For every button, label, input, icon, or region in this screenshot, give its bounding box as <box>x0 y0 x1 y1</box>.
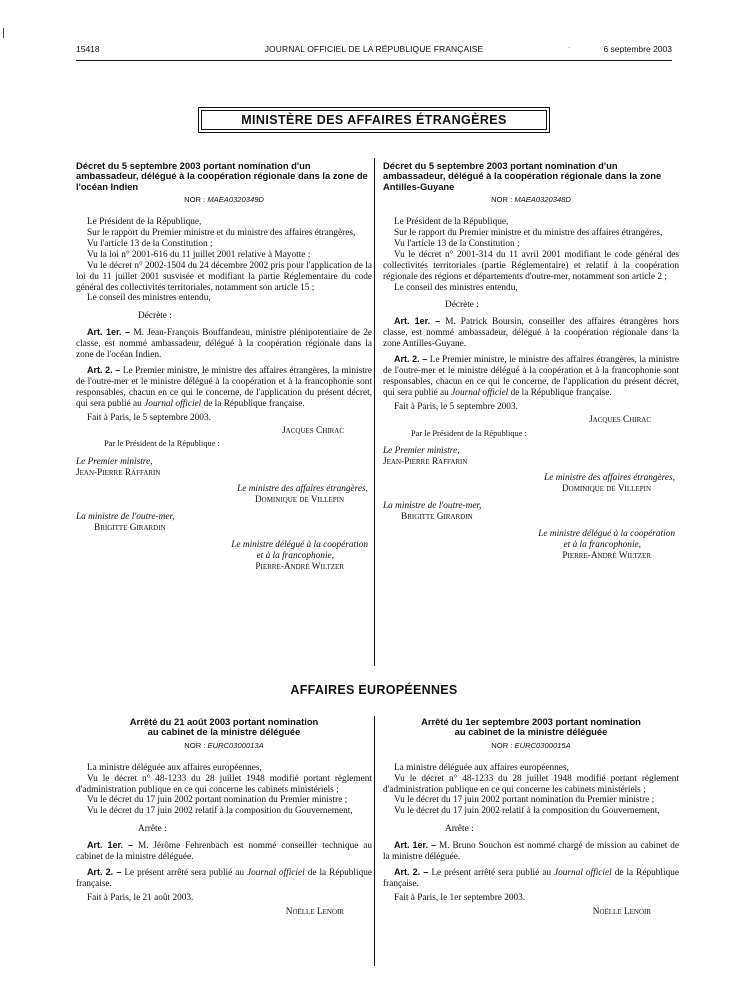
article-label: Art. 1er. – <box>394 316 441 327</box>
article-2 <box>383 867 679 890</box>
decrete-heading: Décrète : <box>138 311 172 322</box>
nor-label: NOR : <box>491 740 513 750</box>
preamble-line: Vu le décret n° 48-1233 du 28 juillet 1948 modifié portant règlement d'administration publique en ce qui concerne les cabinets ministériels ; <box>383 773 679 795</box>
preamble-line: Le conseil des ministres entendu, <box>87 293 211 304</box>
article-1 <box>76 840 372 863</box>
article-text: Le présent arrêté sera publié au <box>124 867 244 878</box>
preamble-line: Vu le décret du 17 juin 2002 relatif à la composition du Gouvernement, <box>394 806 660 817</box>
signature-date: Fait à Paris, le 5 septembre 2003. <box>87 412 211 423</box>
article-label: Art. 1er. – <box>87 327 131 338</box>
column-separator-top <box>374 158 375 666</box>
article-label: Art. 2. – <box>87 866 122 877</box>
om-title: La ministre de l'outre-mer, <box>383 501 482 512</box>
signer-name: Noëlle Lenoir <box>285 906 344 917</box>
article-text: de la République française. <box>203 398 305 409</box>
coop-title: et à la francophonie, <box>256 550 334 561</box>
decree-title: Décret du 5 septembre 2003 portant nomination d'un ambassadeur, délégué à la coopération régionale dans la zone de l'océan Indien <box>76 160 368 192</box>
nor-label: NOR : <box>184 740 206 750</box>
nor-reference <box>383 741 679 752</box>
journal-officiel: Journal officiel <box>451 387 509 398</box>
article-2 <box>76 867 372 890</box>
arrete-title: Arrêté du 1er septembre 2003 portant nomination <box>421 716 641 727</box>
preamble-line: Vu le décret du 17 juin 2002 portant nomination du Premier ministre ; <box>394 795 655 806</box>
article-1 <box>383 840 679 863</box>
article-label: Art. 2. – <box>87 365 121 375</box>
header-tick: - <box>568 45 570 51</box>
nor-code: MAEA0320348D <box>514 195 571 205</box>
article-1 <box>76 327 372 361</box>
arrete-fehrenbach <box>76 717 372 918</box>
signer-name: Noëlle Lenoir <box>592 906 651 917</box>
pm-title: Le Premier ministre, <box>76 457 153 468</box>
journal-officiel: Journal officiel <box>144 398 202 409</box>
mae-title: Le ministre des affaires étrangères, <box>237 484 368 495</box>
nor-reference <box>383 195 679 206</box>
article-2 <box>76 365 372 410</box>
preamble-line: La ministre déléguée aux affaires européennes, <box>394 762 569 773</box>
nor-label: NOR : <box>184 195 206 205</box>
article-text: Le présent arrêté sera publié au <box>431 867 551 878</box>
preamble-line: Le conseil des ministres entendu, <box>394 282 518 293</box>
article-label: Art. 1er. – <box>87 840 134 851</box>
preamble-line: Vu le décret n° 2001-314 du 11 avril 2001 modifiant le code général des collectivités territoriales (partie Réglementaire) et relatif à la coopération régionale des régions et départements d'outre-mer, notamment son article 2 ; <box>383 249 679 282</box>
nor-reference <box>76 195 372 206</box>
nor-code: EURC0300015A <box>514 740 571 750</box>
coop-title: et à la francophonie, <box>563 539 641 550</box>
article-label: Art. 2. – <box>394 354 428 365</box>
nor-code: MAEA0320349D <box>207 195 264 205</box>
signature-date: Fait à Paris, le 21 août 2003. <box>87 892 194 903</box>
article-text: M. Jean-François Bouffandeau, ministre plénipotentiaire de 2e classe, est nommé ambassadeur, délégué à la coopération régionale dans la zone de l'océan Indien. <box>76 328 373 361</box>
article-1 <box>383 316 679 350</box>
article-text: Le Premier ministre, le ministre des affaires étrangères, la ministre de l'outre-mer et le ministre délégué à la coopération et à la francophonie sont responsables, chacun en ce qui le concerne, de l'application du présent décret, qui sera publié au <box>76 366 372 409</box>
pm-name: Jean-Pierre Raffarin <box>383 457 468 468</box>
preamble-line: Vu le décret du 17 juin 2002 portant nomination du Premier ministre ; <box>87 795 348 806</box>
page-number: 15418 <box>76 44 100 54</box>
article-text: Le Premier ministre, le ministre des affaires étrangères, la ministre de l'outre-mer et le ministre délégué à la coopération et à la francophonie sont responsables, chacun en ce qui le concerne, de l'application du présent décret, qui sera publié au <box>383 355 679 398</box>
arrete-title: Arrêté du 21 août 2003 portant nomination <box>129 716 319 727</box>
column-separator-bottom <box>374 716 375 966</box>
preamble-line: La ministre déléguée aux affaires européennes, <box>87 762 262 773</box>
article-label: Art. 1er. – <box>394 840 437 851</box>
coop-title: Le ministre délégué à la coopération <box>538 528 675 539</box>
margin-mark <box>3 28 4 38</box>
preamble-line: Le Président de la République, <box>394 217 509 228</box>
article-text: de la République française. <box>76 867 372 889</box>
om-name: Brigitte Girardin <box>94 522 166 533</box>
mae-name: Dominique de Villepin <box>561 484 651 495</box>
nor-reference <box>76 741 372 752</box>
page-header <box>76 44 672 58</box>
om-name: Brigitte Girardin <box>401 511 473 522</box>
decree-title: Décret du 5 septembre 2003 portant nomination d'un ambassadeur, délégué à la coopération régionale dans la zone Antilles-Guyane <box>383 160 662 192</box>
arrete-title: au cabinet de la ministre déléguée <box>147 726 301 738</box>
article-text: de la République française. <box>510 387 612 398</box>
preamble-line: Le Président de la République, <box>87 217 202 228</box>
decree-ocean-indien <box>76 161 372 573</box>
article-2 <box>383 354 679 399</box>
journal-officiel: Journal officiel <box>553 867 612 878</box>
coop-title: Le ministre délégué à la coopération <box>231 539 368 550</box>
article-label: Art. 2. – <box>394 866 429 877</box>
issue-date: 6 septembre 2003 <box>603 44 672 54</box>
arrete-heading: Arrête : <box>445 824 474 835</box>
nor-label: NOR : <box>491 195 513 205</box>
nor-code: EURC0300013A <box>207 740 264 750</box>
section-heading: AFFAIRES EUROPÉENNES <box>290 683 458 697</box>
signer-name: Jacques Chirac <box>282 425 344 436</box>
arrete-title: au cabinet de la ministre déléguée <box>454 726 608 738</box>
article-text: de la République française. <box>383 867 679 889</box>
preamble-line: Vu l'article 13 de la Constitution ; <box>394 238 520 249</box>
pm-name: Jean-Pierre Raffarin <box>76 468 161 479</box>
journal-officiel: Journal officiel <box>246 867 305 878</box>
par-le-president: Par le Président de la République : <box>411 428 527 438</box>
arrete-souchon <box>383 717 679 918</box>
signature-date: Fait à Paris, le 5 septembre 2003. <box>394 401 518 412</box>
coop-name: Pierre-André Wiltzer <box>562 550 651 561</box>
preamble-line: Sur le rapport du Premier ministre et du ministre des affaires étrangères, <box>394 228 663 239</box>
preamble-line: Vu le décret du 17 juin 2002 relatif à la composition du Gouvernement, <box>87 806 353 817</box>
article-text: M. Bruno Souchon est nommé chargé de mission au cabinet de la ministre déléguée. <box>383 841 679 863</box>
journal-title: JOURNAL OFFICIEL DE LA RÉPUBLIQUE FRANÇAISE <box>264 44 484 54</box>
decree-antilles-guyane <box>383 161 679 562</box>
decrete-heading: Décrète : <box>445 300 479 311</box>
preamble-line: Sur le rapport du Premier ministre et du ministre des affaires étrangères, <box>87 228 356 239</box>
mae-title: Le ministre des affaires étrangères, <box>544 473 675 484</box>
mae-name: Dominique de Villepin <box>254 495 344 506</box>
preamble-line: Vu le décret n° 2002-1504 du 24 décembre 2002 pris pour l'application de la loi du 11 juillet 2001 susvisée et modifiant la partie Réglementaire du code général des collectivités territoriales, notamment son article 15 ; <box>76 260 372 293</box>
signer-name: Jacques Chirac <box>589 414 651 425</box>
preamble-line: Vu la loi n° 2001-616 du 11 juillet 2001 relative à Mayotte ; <box>87 249 311 260</box>
om-title: La ministre de l'outre-mer, <box>76 511 175 522</box>
article-text: M. Jérôme Fehrenbach est nommé conseiller technique au cabinet de la ministre déléguée. <box>76 841 372 863</box>
signature-date: Fait à Paris, le 1er septembre 2003. <box>394 892 526 903</box>
pm-title: Le Premier ministre, <box>383 446 460 457</box>
coop-name: Pierre-André Wiltzer <box>255 561 344 572</box>
ministry-heading: MINISTÈRE DES AFFAIRES ÉTRANGÈRES <box>201 110 547 130</box>
preamble-line: Vu l'article 13 de la Constitution ; <box>87 238 213 249</box>
arrete-heading: Arrête : <box>138 824 167 835</box>
header-rule <box>76 60 672 61</box>
article-text: M. Patrick Boursin, conseiller des affaires étrangères hors classe, est nommé ambassadeur, délégué à la coopération régionale dans la zone Antilles-Guyane. <box>383 317 679 350</box>
par-le-president: Par le Président de la République : <box>104 439 220 449</box>
preamble-line: Vu le décret n° 48-1233 du 28 juillet 1948 modifié portant règlement d'administration publique en ce qui concerne les cabinets ministériels ; <box>76 773 372 795</box>
